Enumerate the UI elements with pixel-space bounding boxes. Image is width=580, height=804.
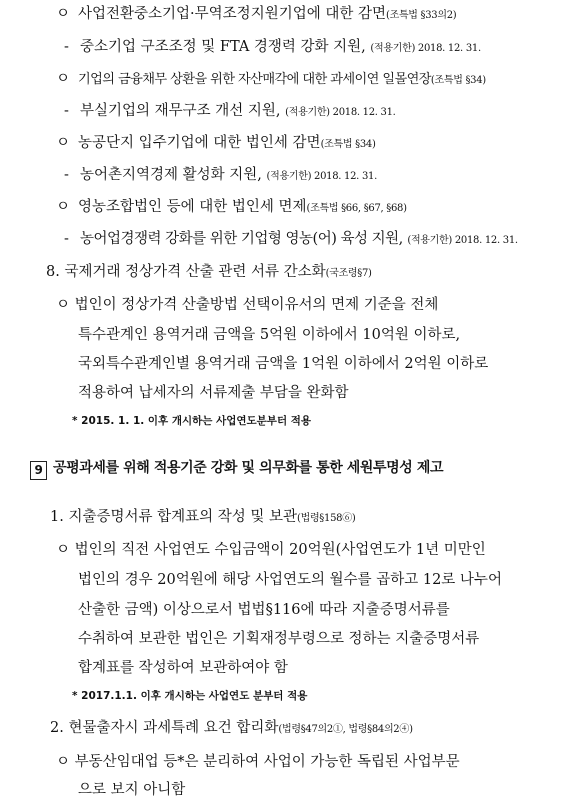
item-1-heading: 1. 지출증명서류 합계표의 작성 및 보관(법령§158⑥) — [50, 509, 356, 525]
list-item: - 농어촌지역경제 활성화 지원, (적용기한) 2018. 12. 31. — [64, 167, 377, 183]
paragraph-line: 국외특수관계인별 용역거래 금액을 1억원 이하에서 2억원 이하로 — [78, 356, 489, 372]
paragraph-line: 수취하여 보관한 법인은 기획재정부령으로 정하는 지출증명서류 — [78, 631, 480, 647]
paragraph-line: 법인의 경우 20억원에 해당 사업연도의 월수를 곱하고 12로 나누어 — [78, 572, 502, 588]
list-item: - 부실기업의 재무구조 개선 지원, (적용기한) 2018. 12. 31. — [64, 103, 396, 119]
section-9-heading: 9 공평과세를 위해 적용기준 강화 및 의무화를 통한 세원투명성 제고 — [30, 458, 443, 480]
list-item: - 농어업경쟁력 강화를 위한 기업형 영농(어) 육성 지원, (적용기한) 2018. 12. 31. — [64, 231, 518, 247]
list-item: ㅇ 기업의 금융채무 상환을 위한 자산매각에 대한 과세이연 일몰연장(조특법 §34) — [56, 71, 486, 87]
list-item: ㅇ 사업전환중소기업·무역조정지원기업에 대한 감면(조특법 §33의2) — [56, 6, 457, 22]
list-item: ㅇ 농공단지 입주기업에 대한 법인세 감면(조특법 §34) — [56, 135, 376, 151]
paragraph-line: 특수관계인 용역거래 금액을 5억원 이하에서 10억원 이하로, — [78, 327, 461, 343]
paragraph-line: 합계표를 작성하여 보관하여야 함 — [78, 660, 288, 676]
paragraph-line: 으로 보지 아니함 — [78, 782, 186, 798]
paragraph-line: 산출한 금액) 이상으로서 법법§116에 따라 지출증명서류를 — [78, 602, 450, 618]
item-2-heading: 2. 현물출자시 과세특례 요건 합리화(법령§47의2①, 법령§84의2④) — [50, 720, 413, 736]
footnote: * 2015. 1. 1. 이후 개시하는 사업연도분부터 적용 — [72, 415, 312, 427]
section-8-heading: 8. 국제거래 정상가격 산출 관련 서류 간소화(국조령§7) — [46, 264, 372, 280]
list-item: - 중소기업 구조조정 및 FTA 경쟁력 강화 지원, (적용기한) 2018. 12. 31. — [64, 39, 481, 55]
paragraph-line: ㅇ 법인의 직전 사업연도 수입금액이 20억원(사업연도가 1년 미만인 — [56, 542, 486, 558]
footnote: * 2017.1.1. 이후 개시하는 사업연도 분부터 적용 — [72, 690, 308, 702]
section-number-box: 9 — [30, 461, 47, 480]
paragraph-line: ㅇ 부동산임대업 등*은 분리하여 사업이 가능한 독립된 사업부문 — [56, 754, 460, 770]
list-item: ㅇ 영농조합법인 등에 대한 법인세 면제(조특법 §66, §67, §68) — [56, 199, 407, 215]
paragraph-line: 적용하여 납세자의 서류제출 부담을 완화함 — [78, 385, 349, 401]
paragraph-line: ㅇ 법인이 정상가격 산출방법 선택이유서의 면제 기준을 전체 — [56, 297, 439, 313]
